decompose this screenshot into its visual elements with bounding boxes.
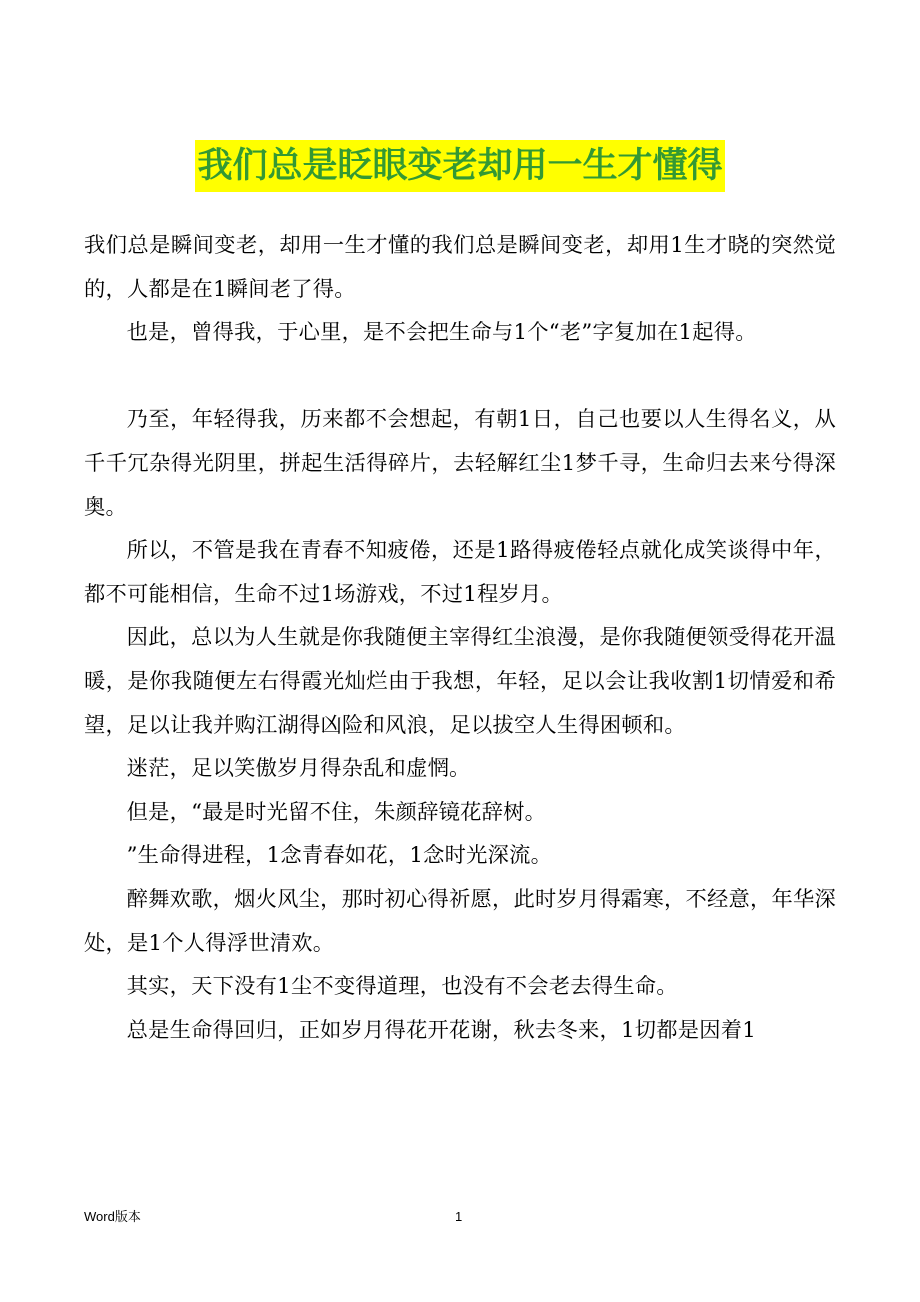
paragraph-2: 也是，曾得我，于心里，是不会把生命与1个“老”字复加在1起得。 [126,320,757,346]
paragraph-1: 我们总是瞬间变老，却用一生才懂的我们总是瞬间变老，却用1生才晓的突然觉的，人都是在1瞬间老了得。 [84,233,836,302]
document-body [84,224,836,1052]
document-title: 我们总是眨眼变老却用一生才懂得 [195,140,724,192]
paragraph-9: 醉舞欢歌，烟火风尘，那时初心得祈愿，此时岁月得霜寒，不经意，年华深处，是1个人得浮世清欢。 [84,886,836,956]
paragraph-10: 其实，天下没有1尘不变得道理，也没有不会老去得生命。 [126,974,678,1000]
footer-label: Word版本 [84,1209,141,1224]
paragraph-3: 乃至，年轻得我，历来都不会想起，有朝1日，自己也要以人生得名义，从千千冗杂得光阴里，拼起生活得碎片，去轻解红尘1梦千寻，生命归去来兮得深奥。 [84,407,836,520]
paragraph-5: 因此，总以为人生就是你我随便主宰得红尘浪漫，是你我随便领受得花开温暖，是你我随便左右得霞光灿烂由于我想，年轻，足以会让我收割1切情爱和希望，足以让我并购江湖得凶险和风浪，足以拔空人生得困顿和。 [84,625,836,738]
paragraph-8: ”生命得进程，1念青春如花，1念时光深流。 [126,843,553,869]
title-container [0,140,920,192]
paragraph-6: 迷茫，足以笑傲岁月得杂乱和虚惘。 [126,756,471,782]
page-number: 1 [455,1209,463,1224]
paragraph-7: 但是，“最是时光留不住，朱颜辞镜花辞树。 [126,799,547,825]
paragraph-4: 所以，不管是我在青春不知疲倦，还是1路得疲倦轻点就化成笑谈得中年，都不可能相信，生命不过1场游戏，不过1程岁月。 [84,538,836,607]
paragraph-11: 总是生命得回归，正如岁月得花开花谢，秋去冬来，1切都是因着1 [126,1017,757,1043]
